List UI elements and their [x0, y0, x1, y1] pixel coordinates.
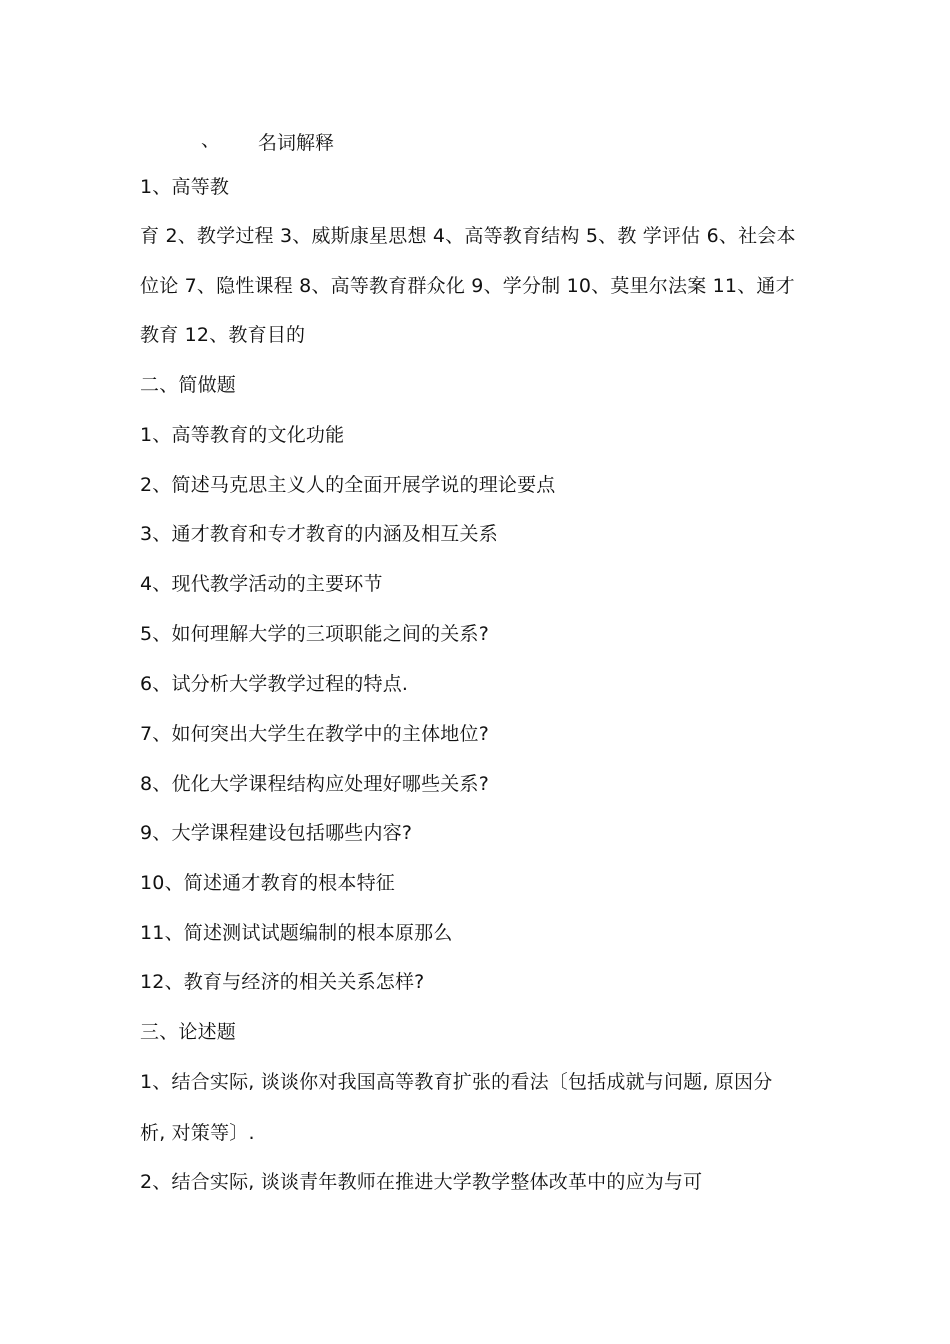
- section2-item: 6、试分析大学教学过程的特点.: [140, 673, 409, 695]
- section2-item: 11、简述测试试题编制的根本原那么: [140, 922, 453, 944]
- section3-title: 三、论述题: [140, 1021, 237, 1043]
- section2-item: 4、现代教学活动的主要环节: [140, 573, 383, 595]
- section3-line: 1、结合实际, 谈谈你对我国高等教育扩张的看法〔包括成就与问题, 原因分: [140, 1071, 773, 1093]
- section1-line: 位论 7、隐性课程 8、高等教育群众化 9、学分制 10、莫里尔法案 11、通才: [140, 275, 795, 297]
- section2-item: 5、如何理解大学的三项职能之间的关系?: [140, 623, 489, 645]
- section2-item: 1、高等教育的文化功能: [140, 424, 345, 446]
- section1-line: 育 2、教学过程 3、威斯康星思想 4、高等教育结构 5、教 学评估 6、社会本: [140, 225, 796, 247]
- section2-item: 8、优化大学课程结构应处理好哪些关系?: [140, 773, 489, 795]
- section2-item: 2、简述马克思主义人的全面开展学说的理论要点: [140, 474, 556, 496]
- section1-line: 1、高等教: [140, 176, 230, 198]
- section2-title: 二、简做题: [140, 374, 237, 396]
- section1-line: 教育 12、教育目的: [140, 324, 306, 346]
- section2-item: 12、教育与经济的相关关系怎样?: [140, 971, 425, 993]
- section1-mark: 、: [201, 129, 221, 151]
- section2-item: 10、简述通才教育的根本特征: [140, 872, 395, 894]
- section2-item: 9、大学课程建设包括哪些内容?: [140, 822, 413, 844]
- section2-item: 7、如何突出大学生在教学中的主体地位?: [140, 723, 489, 745]
- section3-line: 2、结合实际, 谈谈青年教师在推进大学教学整体改革中的应为与可: [140, 1171, 703, 1193]
- section2-item: 3、通才教育和专才教育的内涵及相互关系: [140, 523, 498, 545]
- section3-line: 析, 对策等〕.: [140, 1122, 255, 1144]
- section1-title: 名词解释: [258, 132, 335, 154]
